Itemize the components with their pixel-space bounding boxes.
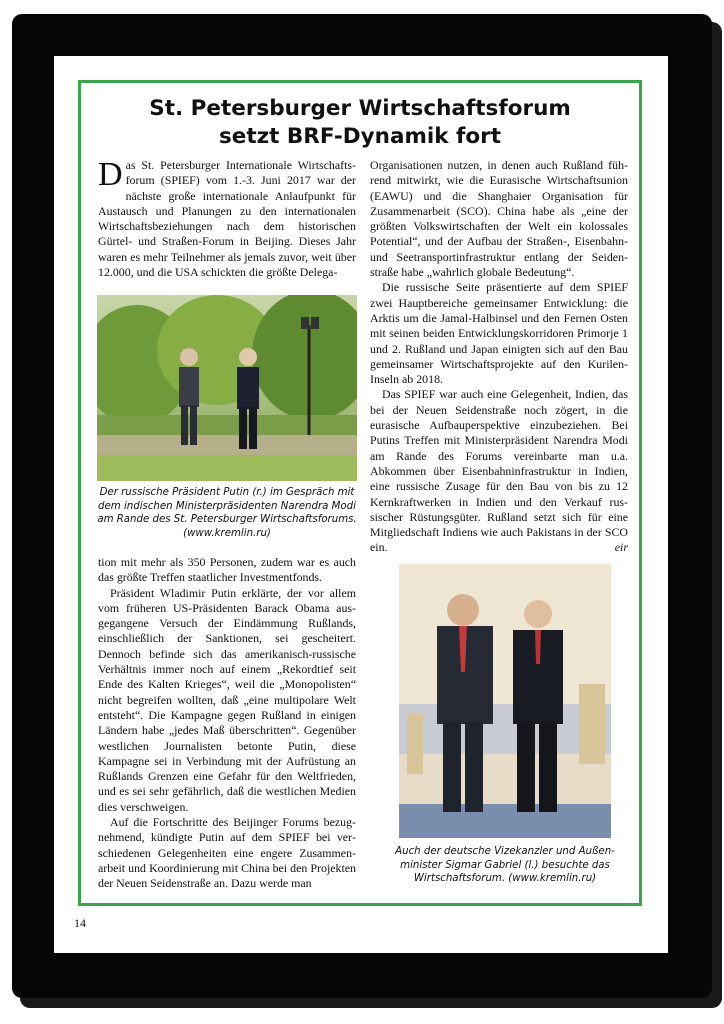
paragraph-3: Auf die Fortschritte des Beijinger Forums bezugnehmend, kündigte Putin auf dem SPIEF bei verschiedenen Gelegenheiten eine engere Zusammenarbeit und Koordinierung mit China bei den Projekten der Neuen Seidenstraße an. Dazu werde man — [98, 815, 356, 891]
caption-line: Auch der deutsche Vizekanzler und Außen- — [395, 846, 615, 857]
photo-putin-gabriel — [399, 564, 611, 838]
paragraph-6-text: Das SPIEF war auch eine Gelegenheit, Indien, das bei der Neuen Seidenstraße noch zögert, in die eurasische Aufbauperspektive einzubeziehen. Bei Putins Treffen mit Ministerpräsident Narendra Modi am Rande des Forums vereinbarte man u.a. Abkommen über Eisenbahninfrastruktur in Indien, eine russische Zusage für den Bau von bis zu 12 Kernkraftwerken in Indien und den Verkauf russischer Rüstungsgüter. Rußland setzt sich für eine Mitgliedschaft Indiens wie auch Pakistans in der SCO ein. — [370, 387, 628, 555]
paragraph-6 — [370, 387, 628, 555]
caption-line: dem indischen Ministerpräsidenten Narendra Modi — [98, 500, 356, 512]
caption-line: am Rande des St. Petersburger Wirtschaftsforums. — [97, 514, 357, 526]
caption-line: minister Sigmar Gabriel (l.) besuchte das — [400, 859, 610, 871]
article-box — [78, 80, 642, 906]
title-line-1: St. Petersburger Wirtschaftsforum — [149, 96, 571, 121]
page-number: 14 — [74, 916, 86, 930]
caption-line: Der russische Präsident Putin (r.) im Gespräch mit — [99, 487, 355, 498]
title-line-2: setzt BRF-Dynamik fort — [218, 124, 502, 149]
magazine-page — [54, 56, 668, 953]
paragraph-5: Die russische Seite präsentierte auf dem SPIEF zwei Hauptbereiche gemeinsamer Entwicklung: die Arktis um die Jamal-Halbinsel und den Fernen Osten mit seinen beiden Entwicklungskorridoren Primorje 1 und 2. Rußland und Japan einigten sich auf den Bau gemeinsamer Wirtschaftsprojekte auf den Kurilen-Inseln ab 2018. — [370, 280, 628, 387]
paragraph-1-continued: tion mit mehr als 350 Personen, zudem war es auch das größte Treffen staatlicher Investmentfonds. — [98, 555, 356, 585]
dropcap: D — [98, 156, 123, 193]
caption-line: (www.kremlin.ru) — [183, 527, 271, 539]
paragraph-4: Organisationen nutzen, in denen auch Rußland führend mitwirkt, wie die Eurasische Wirtschaftsunion (EAWU) und die Shanghaier Organisation für Zusammenarbeit (SCO). China habe als „eine der größten Volkswirtschaften der Welt ein kolossales Potential“, und der Aufbau der Straßen-, Eisenbahn- und Seetransportinfrastruktur entlang der Seidenstraße habe „wahrlich globale Bedeutung“. — [370, 158, 628, 280]
right-column — [370, 158, 628, 556]
photo-2-caption — [387, 845, 623, 886]
author-signature: eir — [614, 540, 628, 555]
photo-putin-modi — [97, 295, 357, 481]
photo-1-caption — [97, 486, 357, 540]
left-column-bottom — [98, 555, 356, 892]
paragraph-2: Präsident Wladimir Putin erklärte, der vor allem vom früheren US-Präsidenten Barack Obama ausgegangene Versuch der Eindämmung Rußlands, einschließlich der Sanktionen, sei gescheitert. Dennoch befinde sich das amerikanisch-russische Verhältnis immer noch auf einem „Rekordtief seit Ende des Kalten Krieges“, weil die „Monopolisten“ nicht begreifen wollten, daß „eine multipolare Welt entsteht“. Die Kampagne gegen Rußland in einigen Ländern habe „jedes Maß überschritten“. Gegenüber westlichen Journalisten betonte Putin, diese Kampagne sei in Verbindung mit der Aufrüstung an Rußlands Grenzen eine Gefahr für den Weltfrieden, und es sei sehr gefährlich, daß die westlichen Medien dies verschweigen. — [98, 585, 356, 814]
left-column-top — [98, 158, 356, 280]
caption-line: Wirtschaftsforum. (www.kremlin.ru) — [413, 873, 597, 885]
paragraph-1-text: as St. Petersburger Internationale Wirtschaftsforum (SPIEF) vom 1.-3. Juni 2017 war der nächste große internationale Anlaufpunkt für Austausch und Planungen zu den internationalen Wirtschaftsbeziehungen nach dem historischen Gürtel- und Straßen-Forum in Beijing. Dieses Jahr waren es mehr Teilnehmer als jemals zuvor, weit über 12.000, und die USA schickten die größte Delega- — [98, 158, 356, 280]
paragraph-1 — [98, 158, 356, 280]
article-title — [81, 95, 639, 151]
